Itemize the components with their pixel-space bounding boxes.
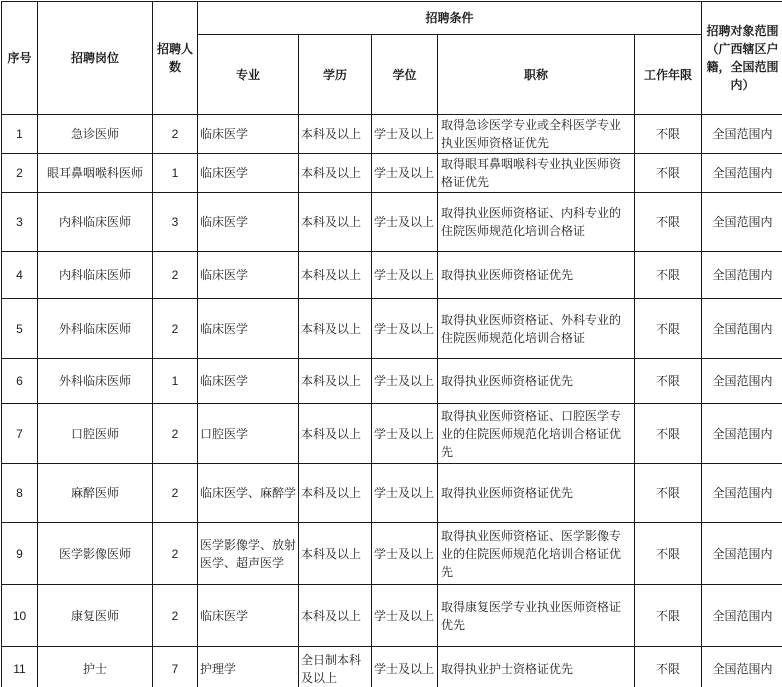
cell-degree: 学士及以上 [372, 404, 438, 464]
cell-education: 本科及以上 [299, 359, 372, 404]
cell-position: 康复医师 [38, 585, 153, 647]
cell-position: 内科临床医师 [38, 252, 153, 299]
cell-position: 外科临床医师 [38, 359, 153, 404]
cell-headcount: 3 [153, 193, 198, 252]
cell-work-years: 不限 [635, 523, 702, 585]
cell-title: 取得执业医师资格证、内科专业的住院医师规范化培训合格证 [438, 193, 635, 252]
table-row [2, 523, 782, 585]
cell-scope: 全国范围内 [702, 647, 782, 687]
cell-degree: 学士及以上 [372, 464, 438, 523]
cell-serial: 1 [2, 115, 38, 154]
cell-title: 取得执业医师资格证优先 [438, 464, 635, 523]
cell-scope: 全国范围内 [702, 359, 782, 404]
header-education: 学历 [299, 35, 372, 115]
cell-scope: 全国范围内 [702, 193, 782, 252]
cell-scope: 全国范围内 [702, 252, 782, 299]
cell-serial: 3 [2, 193, 38, 252]
cell-education: 本科及以上 [299, 115, 372, 154]
cell-serial: 5 [2, 299, 38, 359]
table-row [2, 585, 782, 647]
cell-major: 口腔医学 [198, 404, 299, 464]
cell-degree: 学士及以上 [372, 193, 438, 252]
cell-education: 本科及以上 [299, 154, 372, 193]
cell-headcount: 2 [153, 585, 198, 647]
cell-serial: 7 [2, 404, 38, 464]
cell-major: 临床医学 [198, 115, 299, 154]
cell-title: 取得执业医师资格证、外科专业的住院医师规范化培训合格证 [438, 299, 635, 359]
cell-major: 临床医学 [198, 154, 299, 193]
cell-serial: 6 [2, 359, 38, 404]
cell-work-years: 不限 [635, 115, 702, 154]
cell-scope: 全国范围内 [702, 464, 782, 523]
cell-education: 本科及以上 [299, 252, 372, 299]
cell-major: 临床医学 [198, 585, 299, 647]
cell-work-years: 不限 [635, 585, 702, 647]
cell-headcount: 2 [153, 464, 198, 523]
cell-title: 取得执业护士资格证优先 [438, 647, 635, 687]
cell-position: 急诊医师 [38, 115, 153, 154]
cell-major: 临床医学 [198, 299, 299, 359]
cell-headcount: 1 [153, 359, 198, 404]
header-position: 招聘岗位 [38, 2, 153, 115]
cell-education: 本科及以上 [299, 585, 372, 647]
header-degree: 学位 [372, 35, 438, 115]
table-row [2, 193, 782, 252]
header-work-years: 工作年限 [635, 35, 702, 115]
cell-degree: 学士及以上 [372, 647, 438, 687]
cell-education: 全日制本科及以上 [299, 647, 372, 687]
cell-education: 本科及以上 [299, 464, 372, 523]
cell-work-years: 不限 [635, 252, 702, 299]
cell-serial: 2 [2, 154, 38, 193]
cell-degree: 学士及以上 [372, 359, 438, 404]
cell-title: 取得执业医师资格证、口腔医学专业的住院医师规范化培训合格证优先 [438, 404, 635, 464]
cell-title: 取得执业医师资格证优先 [438, 252, 635, 299]
table-row [2, 404, 782, 464]
header-scope: 招聘对象范围（广西辖区户籍，全国范围内） [702, 2, 782, 115]
cell-education: 本科及以上 [299, 523, 372, 585]
table-row [2, 299, 782, 359]
cell-title: 取得执业医师资格证优先 [438, 359, 635, 404]
cell-degree: 学士及以上 [372, 154, 438, 193]
cell-position: 外科临床医师 [38, 299, 153, 359]
cell-education: 本科及以上 [299, 299, 372, 359]
cell-degree: 学士及以上 [372, 252, 438, 299]
cell-headcount: 2 [153, 115, 198, 154]
cell-education: 本科及以上 [299, 193, 372, 252]
cell-major: 临床医学 [198, 193, 299, 252]
cell-major: 临床医学 [198, 252, 299, 299]
cell-degree: 学士及以上 [372, 523, 438, 585]
header-major: 专业 [198, 35, 299, 115]
cell-scope: 全国范围内 [702, 404, 782, 464]
cell-position: 内科临床医师 [38, 193, 153, 252]
cell-headcount: 1 [153, 154, 198, 193]
cell-work-years: 不限 [635, 359, 702, 404]
cell-scope: 全国范围内 [702, 154, 782, 193]
cell-work-years: 不限 [635, 647, 702, 687]
table-header [2, 2, 782, 115]
header-row-group [2, 2, 782, 35]
cell-position: 口腔医师 [38, 404, 153, 464]
cell-work-years: 不限 [635, 154, 702, 193]
cell-title: 取得康复医学专业执业医师资格证优先 [438, 585, 635, 647]
cell-serial: 10 [2, 585, 38, 647]
cell-major: 临床医学、麻醉学 [198, 464, 299, 523]
cell-serial: 8 [2, 464, 38, 523]
cell-education: 本科及以上 [299, 404, 372, 464]
cell-scope: 全国范围内 [702, 523, 782, 585]
cell-title: 取得急诊医学专业或全科医学专业执业医师资格证优先 [438, 115, 635, 154]
cell-serial: 11 [2, 647, 38, 687]
cell-position: 眼耳鼻咽喉科医师 [38, 154, 153, 193]
cell-degree: 学士及以上 [372, 115, 438, 154]
cell-title: 取得眼耳鼻咽喉科专业执业医师资格证优先 [438, 154, 635, 193]
table-row [2, 154, 782, 193]
cell-scope: 全国范围内 [702, 299, 782, 359]
table-row [2, 115, 782, 154]
cell-work-years: 不限 [635, 404, 702, 464]
cell-headcount: 2 [153, 252, 198, 299]
table-row [2, 647, 782, 687]
cell-position: 护士 [38, 647, 153, 687]
cell-headcount: 7 [153, 647, 198, 687]
cell-serial: 4 [2, 252, 38, 299]
table-row [2, 359, 782, 404]
cell-major: 护理学 [198, 647, 299, 687]
cell-title: 取得执业医师资格证、医学影像专业的住院医师规范化培训合格证优先 [438, 523, 635, 585]
table-body [2, 115, 782, 687]
cell-work-years: 不限 [635, 464, 702, 523]
cell-headcount: 2 [153, 523, 198, 585]
cell-headcount: 2 [153, 404, 198, 464]
cell-major: 医学影像学、放射医学、超声医学 [198, 523, 299, 585]
recruitment-table [1, 1, 782, 687]
header-title: 职称 [438, 35, 635, 115]
header-serial: 序号 [2, 2, 38, 115]
cell-scope: 全国范围内 [702, 585, 782, 647]
cell-degree: 学士及以上 [372, 299, 438, 359]
table-row [2, 252, 782, 299]
cell-work-years: 不限 [635, 193, 702, 252]
cell-headcount: 2 [153, 299, 198, 359]
cell-position: 麻醉医师 [38, 464, 153, 523]
header-headcount: 招聘人数 [153, 2, 198, 115]
cell-degree: 学士及以上 [372, 585, 438, 647]
table-row [2, 464, 782, 523]
cell-position: 医学影像医师 [38, 523, 153, 585]
header-conditions-group: 招聘条件 [198, 2, 702, 35]
cell-scope: 全国范围内 [702, 115, 782, 154]
cell-major: 临床医学 [198, 359, 299, 404]
cell-work-years: 不限 [635, 299, 702, 359]
cell-serial: 9 [2, 523, 38, 585]
